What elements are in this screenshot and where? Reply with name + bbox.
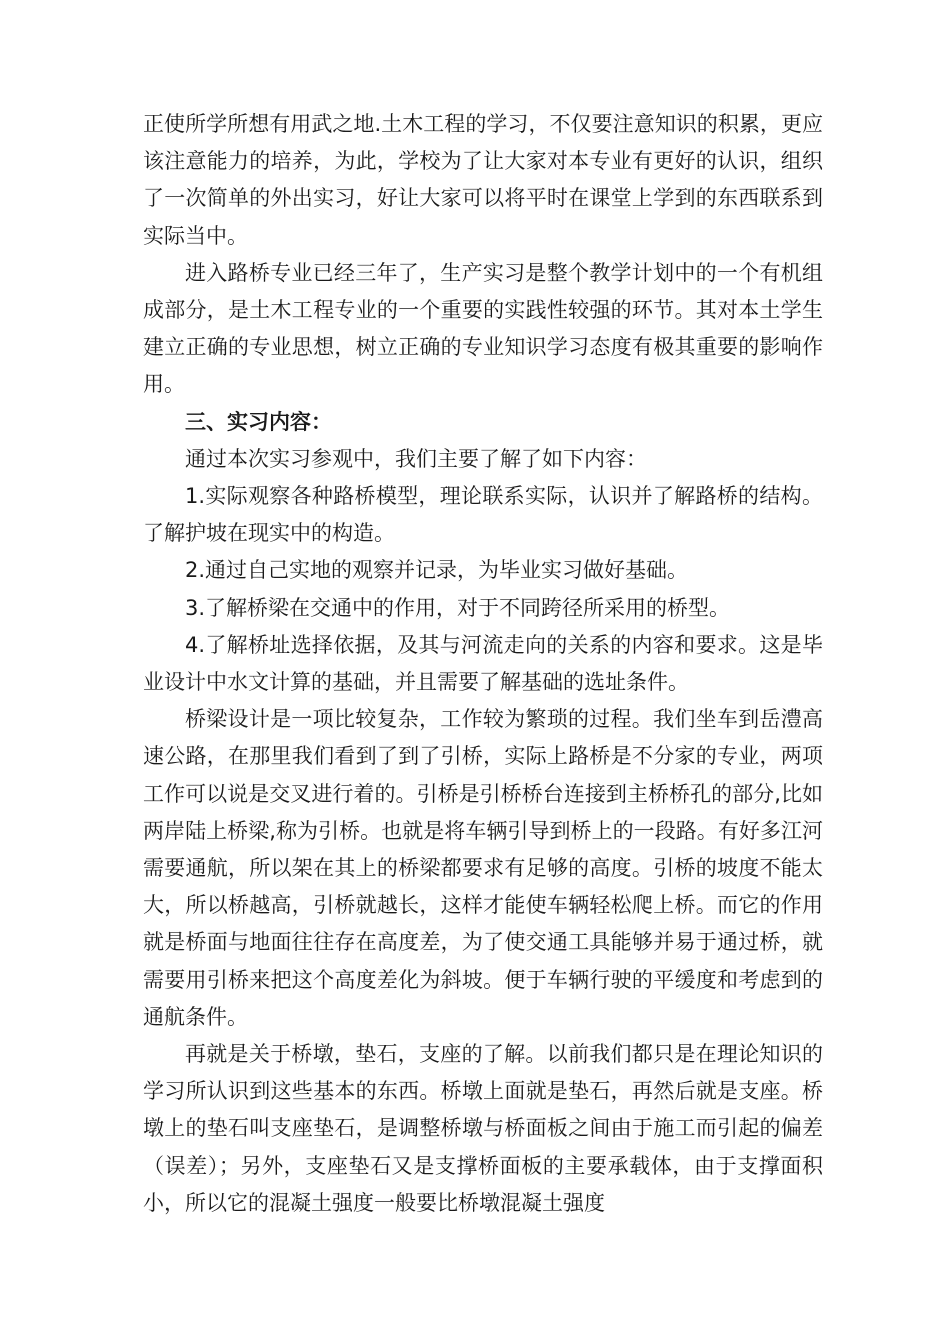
paragraph-intro-continuation: 正使所学所想有用武之地.土木工程的学习，不仅要注意知识的积累，更应该注意能力的培养，为此，学校为了让大家对本专业有更好的认识，组织了一次简单的外出实习，好让大家可以将平时在课堂上学到的东西联系到实际当中。: [143, 112, 823, 248]
list-item-1: 1.实际观察各种路桥模型，理论联系实际，认识并了解路桥的结构。了解护坡在现实中的构造。: [143, 484, 823, 546]
paragraph-pier-bearing: 再就是关于桥墩，垫石，支座的了解。以前我们都只是在理论知识的学习所认识到这些基本的东西。桥墩上面就是垫石，再然后就是支座。桥墩上的垫石叫支座垫石，是调整桥墩与桥面板之间由于施工而引起的偏差（误差）；另外，支座垫石又是支撑桥面板的主要承载体，由于支撑面积小，所以它的混凝土强度一般要比桥墩混凝土强度: [143, 1042, 823, 1215]
list-item-4: 4.了解桥址选择依据，及其与河流走向的关系的内容和要求。这是毕业设计中水文计算的基础，并且需要了解基础的选址条件。: [143, 632, 823, 695]
document-body: [143, 106, 823, 1222]
paragraph-approach-bridge: 桥梁设计是一项比较复杂，工作较为繁琐的过程。我们坐车到岳澧高速公路，在那里我们看到了到了引桥，实际上路桥是不分家的专业，两项工作可以说是交叉进行着的。引桥是引桥桥台连接到主桥桥孔的部分,比如两岸陆上桥梁,称为引桥。也就是将车辆引导到桥上的一段路。有好多江河需要通航，所以架在其上的桥梁都要求有足够的高度。引桥的坡度不能太大，所以桥越高，引桥就越长，这样才能使车辆轻松爬上桥。而它的作用就是桥面与地面往往存在高度差，为了使交通工具能够并易于通过桥，就需要用引桥来把这个高度差化为斜坡。便于车辆行驶的平缓度和考虑到的通航条件。: [143, 707, 823, 1029]
section-heading-internship-content: 三、实习内容：: [185, 409, 332, 434]
list-item-3: 3.了解桥梁在交通中的作用，对于不同跨径所采用的桥型。: [185, 595, 731, 620]
paragraph-major-overview: 进入路桥专业已经三年了，生产实习是整个教学计划中的一个有机组成部分，是土木工程专业的一个重要的实践性较强的环节。其对本土学生建立正确的专业思想，树立正确的专业知识学习态度有极其重要的影响作用。: [143, 260, 823, 397]
paragraph-content-intro: 通过本次实习参观中，我们主要了解了如下内容：: [185, 446, 647, 471]
list-item-2: 2.通过自己实地的观察并记录，为毕业实习做好基础。: [185, 558, 689, 583]
